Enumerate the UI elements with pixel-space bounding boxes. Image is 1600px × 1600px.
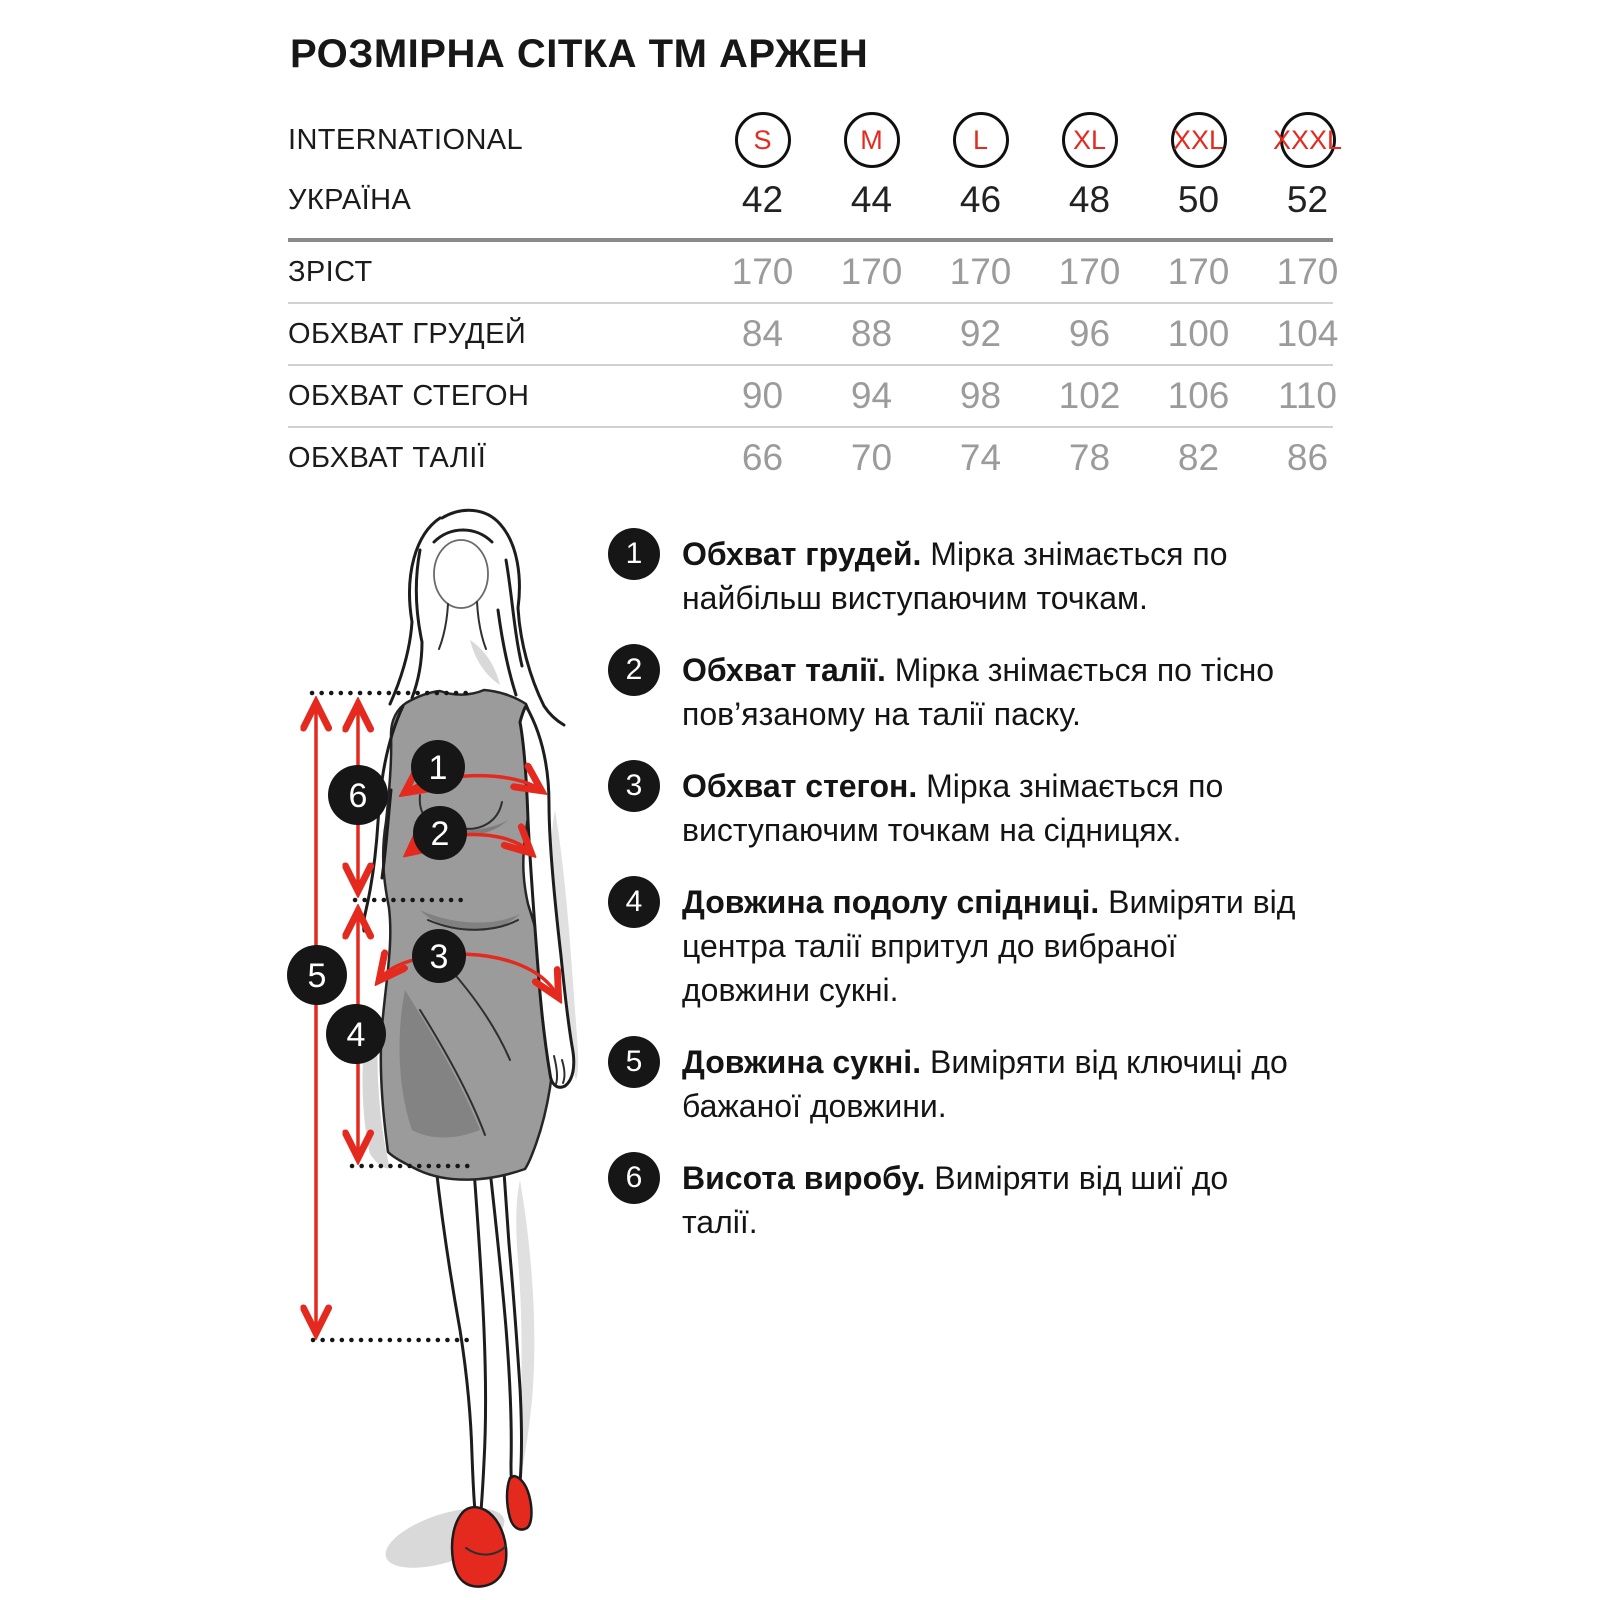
size-value: 110 <box>1278 375 1337 416</box>
marker-label-6: 6 <box>348 777 368 816</box>
size-circle: XXL <box>1171 112 1227 168</box>
page-title: РОЗМІРНА СІТКА ТМ АРЖЕН <box>290 32 869 76</box>
legend-term: Обхват стегон. <box>682 768 918 804</box>
legend-text: Обхват талії. Мірка знімається по тісно пов’язаному на талії паску. <box>682 652 1275 732</box>
size-value <box>953 112 1009 168</box>
size-value: 78 <box>1068 437 1111 478</box>
size-circle: L <box>953 112 1009 168</box>
marker-label-4: 4 <box>346 1016 366 1055</box>
back-shoe <box>507 1476 531 1530</box>
size-value <box>1272 112 1343 168</box>
row-label: ЗРІСТ <box>288 255 373 288</box>
size-value: 88 <box>850 313 893 354</box>
table-row-0 <box>288 112 1343 168</box>
legend-number-badge: 2 <box>608 644 660 696</box>
legend-text: Обхват стегон. Мірка знімається по виступаючим точкам на сідницях. <box>682 768 1224 848</box>
legend-term: Довжина сукні. <box>682 1044 922 1080</box>
table-row-4 <box>288 368 1337 424</box>
size-value: 98 <box>959 375 1002 416</box>
hair-left-inner <box>412 550 422 698</box>
figure-wrap <box>270 490 640 1600</box>
table-row-5 <box>288 430 1334 486</box>
table-divider <box>288 426 1333 428</box>
size-value: 44 <box>850 179 893 220</box>
figure-marker-5 <box>287 945 347 1005</box>
size-value <box>1171 112 1227 168</box>
size-value: 48 <box>1068 179 1111 220</box>
figure-illustration <box>270 490 640 1600</box>
legend-item-3 <box>608 764 1308 852</box>
size-value: 86 <box>1286 437 1329 478</box>
face <box>434 540 488 608</box>
legend-number-badge: 4 <box>608 876 660 928</box>
legend-text: Довжина сукні. Виміряти від ключиці до бажаної довжини. <box>682 1044 1288 1124</box>
legend-term: Обхват талії. <box>682 652 886 688</box>
legend-number-badge: 3 <box>608 760 660 812</box>
size-value: 52 <box>1286 179 1329 220</box>
neck-right <box>477 602 486 649</box>
table-row-2 <box>288 244 1339 300</box>
legend-term: Обхват грудей. <box>682 536 922 572</box>
hair-left-outer <box>390 518 440 704</box>
size-value: 50 <box>1177 179 1220 220</box>
legend-list <box>608 532 1308 1244</box>
size-circle: S <box>735 112 791 168</box>
neck-left <box>439 604 448 649</box>
size-value: 66 <box>741 437 784 478</box>
table-row-1 <box>288 172 1334 228</box>
size-value: 170 <box>949 251 1012 292</box>
table-row-3 <box>288 306 1339 362</box>
face-group <box>434 540 488 649</box>
figure-marker-3 <box>412 929 466 983</box>
legend-item-2 <box>608 648 1308 736</box>
size-value: 70 <box>850 437 893 478</box>
size-value: 90 <box>741 375 784 416</box>
size-value: 102 <box>1058 375 1121 416</box>
size-value <box>1062 112 1118 168</box>
marker-label-3: 3 <box>429 938 449 977</box>
size-value: 46 <box>959 179 1002 220</box>
size-table-rows <box>288 112 1343 486</box>
size-value: 170 <box>731 251 794 292</box>
legend-term: Висота виробу. <box>682 1160 926 1196</box>
size-value: 106 <box>1167 375 1230 416</box>
size-value <box>735 112 791 168</box>
legend-text: Висота виробу. Виміряти від шиї до талії. <box>682 1160 1229 1240</box>
shoes <box>452 1476 531 1587</box>
legend-term: Довжина подолу спідниці. <box>682 884 1100 920</box>
size-value: 170 <box>840 251 903 292</box>
size-circle: XL <box>1062 112 1118 168</box>
row-label: ОБХВАТ ГРУДЕЙ <box>288 317 527 350</box>
table-divider <box>288 364 1333 366</box>
size-value <box>844 112 900 168</box>
legend-text: Обхват грудей. Мірка знімається по найбільш виступаючим точкам. <box>682 536 1228 616</box>
legend-item-5 <box>608 1040 1308 1128</box>
size-value: 84 <box>741 313 784 354</box>
size-circle: XXXL <box>1280 112 1336 168</box>
row-label: ОБХВАТ ТАЛІЇ <box>288 441 487 474</box>
marker-label-5: 5 <box>307 957 327 996</box>
marker-label-2: 2 <box>430 815 450 854</box>
legend-text: Довжина подолу спідниці. Виміряти від центра талії впритул до вибраної довжини сукні. <box>682 884 1296 1008</box>
table-divider-strong <box>288 238 1333 242</box>
legend-item-4 <box>608 880 1308 1012</box>
size-value: 82 <box>1177 437 1220 478</box>
size-value: 96 <box>1068 313 1111 354</box>
table-divider <box>288 302 1333 304</box>
legend-number-badge: 1 <box>608 528 660 580</box>
size-value: 104 <box>1276 313 1339 354</box>
legend-item-6 <box>608 1156 1308 1244</box>
size-value: 170 <box>1276 251 1339 292</box>
size-value: 94 <box>850 375 893 416</box>
front-leg <box>436 1167 486 1511</box>
size-circle: M <box>844 112 900 168</box>
figure-marker-4 <box>326 1004 386 1064</box>
legend-number-badge: 6 <box>608 1152 660 1204</box>
legend-item-1 <box>608 532 1308 620</box>
size-value: 74 <box>959 437 1002 478</box>
size-value: 92 <box>959 313 1002 354</box>
size-value: 170 <box>1058 251 1121 292</box>
size-table <box>288 112 1343 486</box>
legend-number-badge: 5 <box>608 1036 660 1088</box>
size-value: 42 <box>741 179 784 220</box>
row-label: INTERNATIONAL <box>288 123 524 156</box>
figure-marker-6 <box>328 765 388 825</box>
size-value: 170 <box>1167 251 1230 292</box>
figure-marker-2 <box>413 806 467 860</box>
size-value: 100 <box>1167 313 1230 354</box>
measurement-legend <box>608 532 1308 1272</box>
row-label: ОБХВАТ СТЕГОН <box>288 379 530 412</box>
row-label: УКРАЇНА <box>288 183 412 216</box>
figure-marker-1 <box>411 740 465 794</box>
marker-label-1: 1 <box>428 749 448 788</box>
